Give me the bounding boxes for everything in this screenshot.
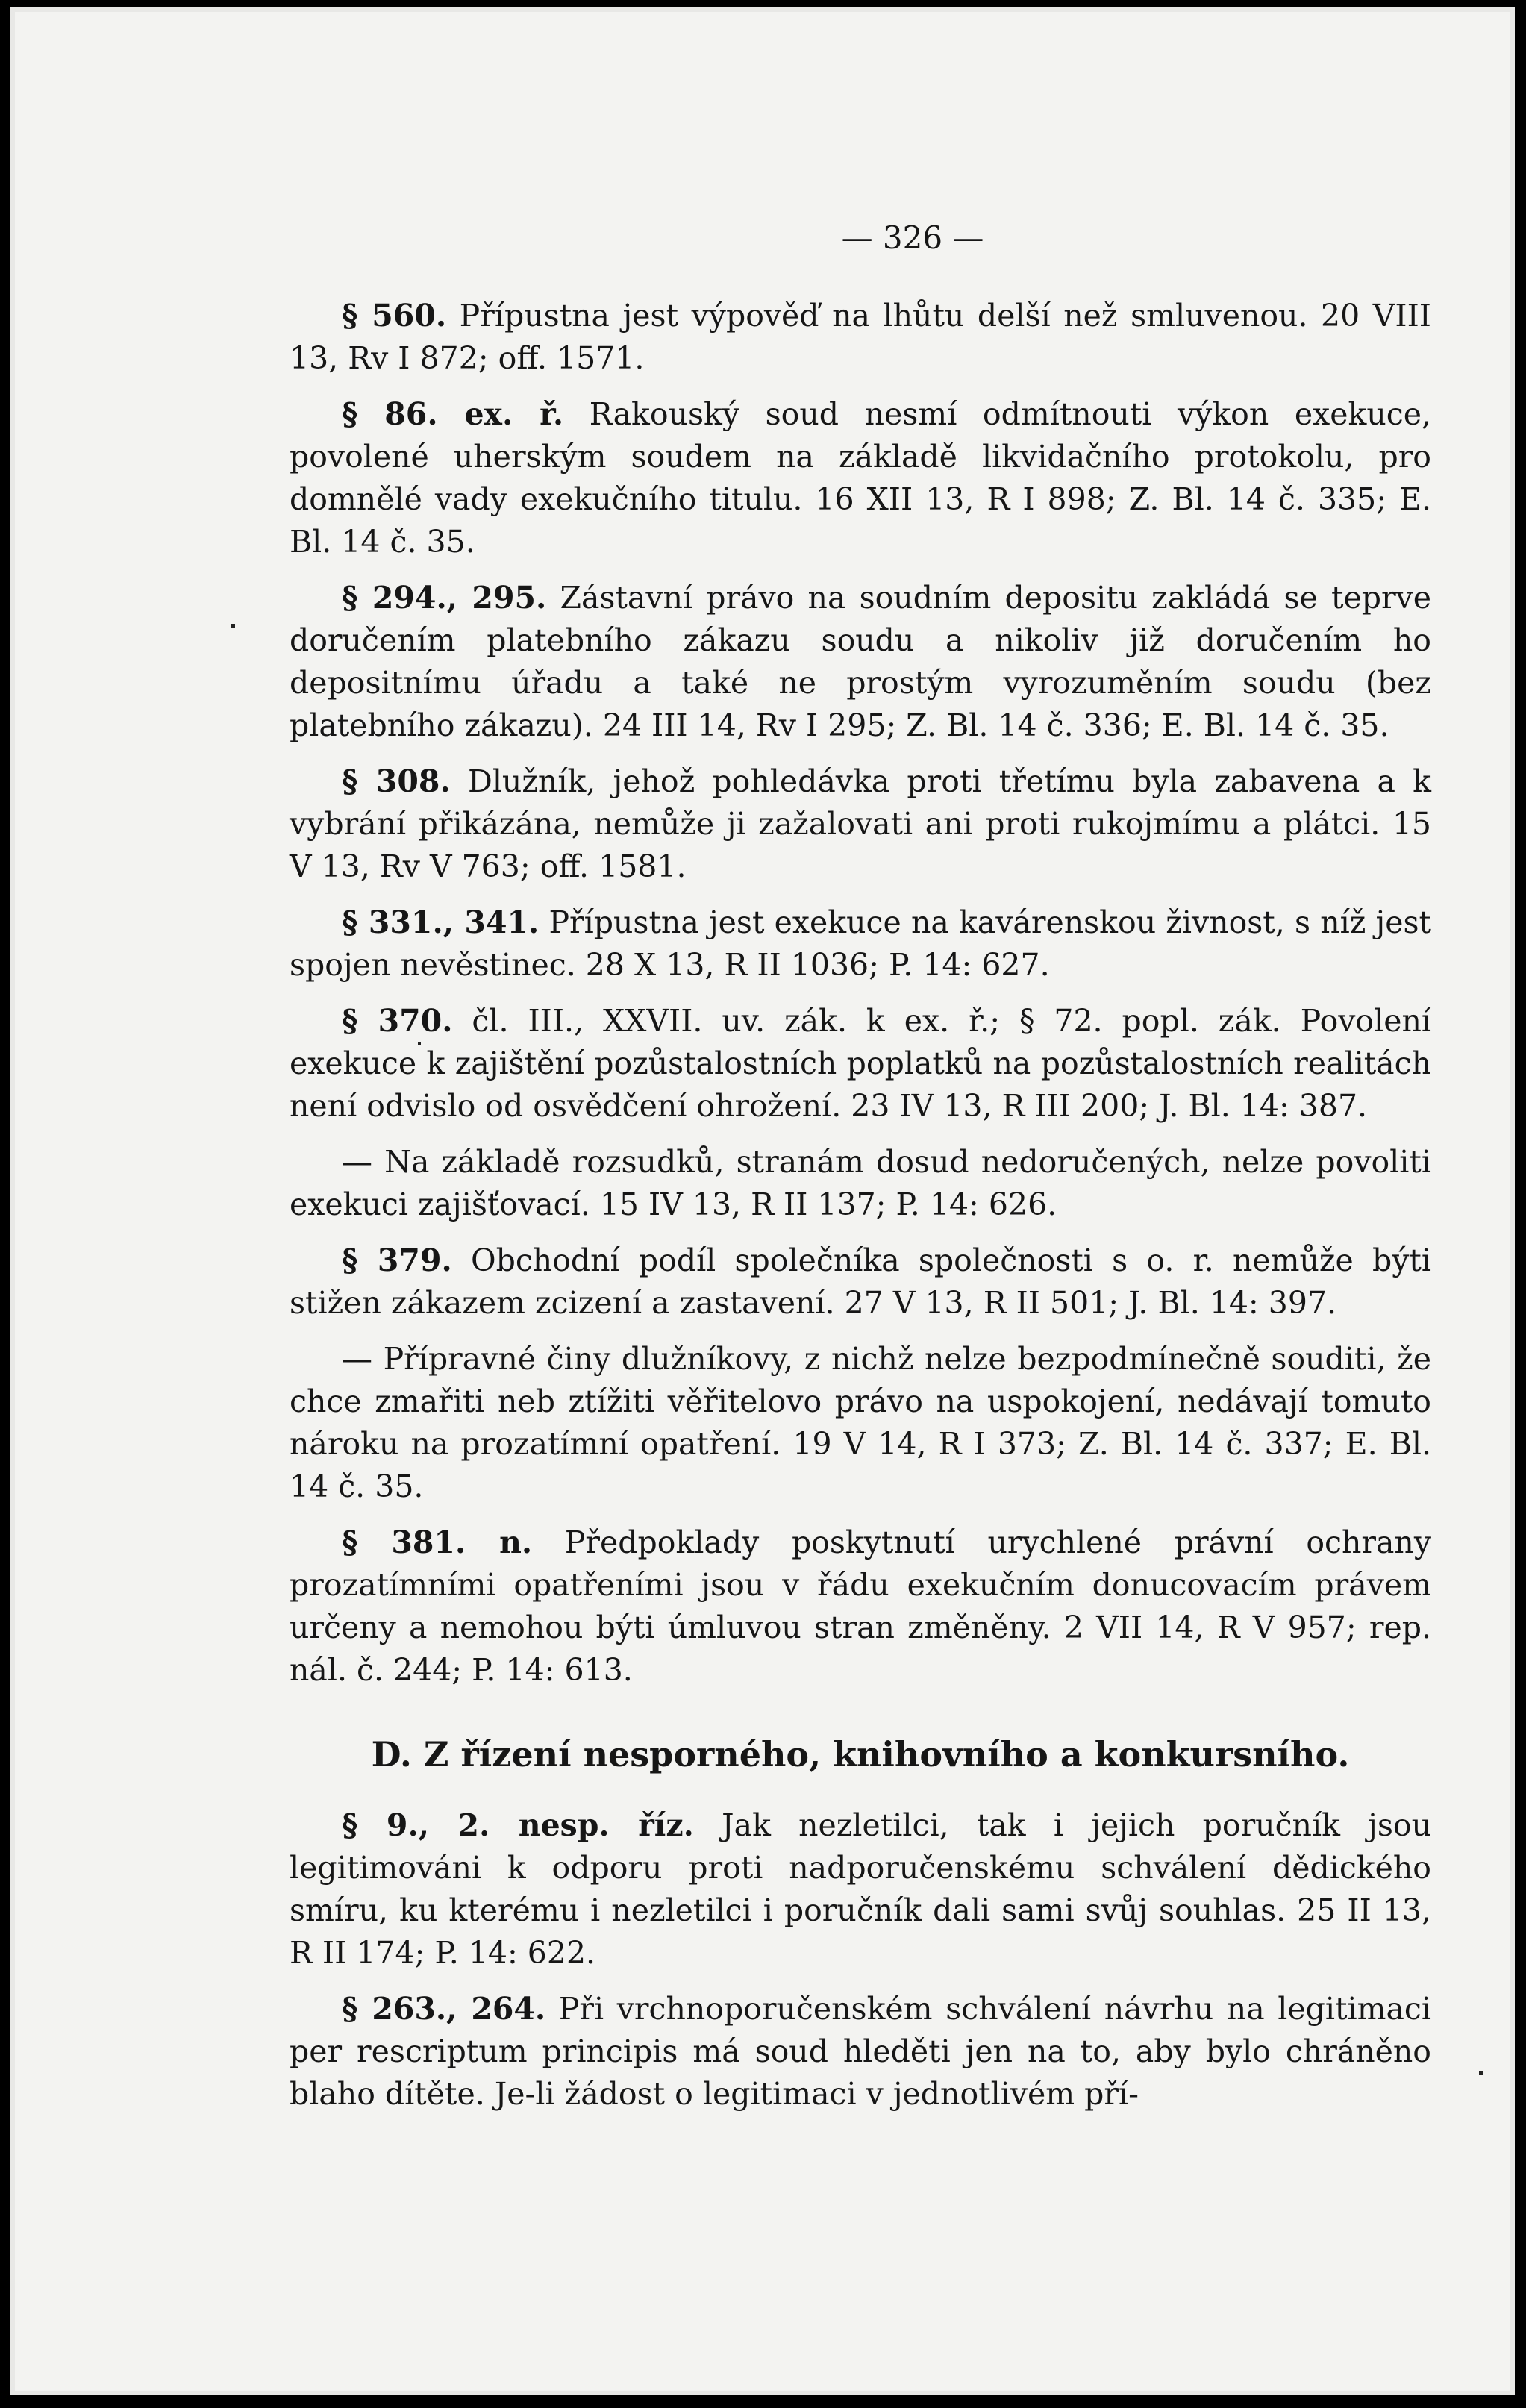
scan-speck <box>1479 2071 1483 2075</box>
scan-speck <box>231 624 235 628</box>
paragraph <box>290 1988 1431 2115</box>
paragraph-text: Přípustna jest výpověď na lhůtu delší než smluvenou. 20 VIII 13, Rv I 872; off. 1571. <box>290 298 1431 376</box>
paragraph <box>290 1338 1431 1508</box>
paragraph-text: Jak nezletilci, tak i jejich poručník jsou legitimováni k odporu proti nadporučenskému schválení dědického smíru, ku kterému i nezletilci i poručník dali sami svůj souhlas. 25 II 13, R II 174; P. 14: 622. <box>290 1807 1431 1971</box>
paragraph <box>290 1000 1431 1128</box>
paragraph-text: Předpoklady poskytnutí urychlené právní ochrany prozatímními opatřeními jsou v řádu exekučním donucovacím právem určeny a nemohou býti úmluvou stran změněny. 2 VII 14, R V 957; rep. nál. č. 244; P. 14: 613. <box>290 1524 1431 1688</box>
paragraph-text: Zástavní právo na soudním depositu zakládá se teprve doručením platebního zákazu soudu a nikoliv již doručením ho depositnímu úřadu a také ne prostým vyrozuměním soudu (bez platebního zákazu). 24 III 14, Rv I 295; Z. Bl. 14 č. 336; E. Bl. 14 č. 35. <box>290 580 1431 743</box>
section-ref: § 560. <box>342 298 447 334</box>
section-ref: § 331., 341. <box>342 904 540 940</box>
paragraph <box>290 901 1431 986</box>
section-ref: § 9., 2. nesp. říz. <box>342 1807 694 1843</box>
paragraph <box>290 760 1431 888</box>
section-ref: § 379. <box>342 1242 452 1278</box>
section-ref: § 370. <box>342 1003 453 1039</box>
section-ref: § 294., 295. <box>342 580 547 616</box>
paragraph <box>290 295 1431 380</box>
paragraph-text: Dlužník, jehož pohledávka proti třetímu byla zabavena a k vybrání přikázána, nemůže ji zažalovati ani proti rukojmímu a plátci. 15 V 13, Rv V 763; off. 1581. <box>290 763 1432 884</box>
section-ref: § 263., 264. <box>342 1991 546 2027</box>
paragraph-text: Rakouský soud nesmí odmítnouti výkon exekuce, povolené uherským soudem na základě likvidačního protokolu, pro domnělé vady exekučního titulu. 16 XII 13, R I 898; Z. Bl. 14 č. 335; E. Bl. 14 č. 35. <box>290 396 1431 560</box>
paragraph <box>290 393 1431 563</box>
section-ref: § 308. <box>342 763 451 799</box>
paragraph-text: Při vrchnoporučenském schválení návrhu na legitimaci per rescriptum principis má soud hleděti jen na to, aby bylo chráněno blaho dítěte. Je-li žádost o legitimaci v jednotlivém pří- <box>290 1991 1431 2112</box>
paragraph <box>290 1239 1431 1325</box>
paragraph <box>290 1522 1431 1692</box>
paragraph-text: — Přípravné činy dlužníkovy, z nichž nelze bezpodmínečně souditi, že chce zmařiti neb ztížiti věřitelovo právo na uspokojení, nedávají tomuto nároku na prozatímní opatření. 19 V 14, R I 373; Z. Bl. 14 č. 337; E. Bl. 14 č. 35. <box>290 1341 1431 1504</box>
paragraph-text: Přípustna jest exekuce na kavárenskou živnost, s níž jest spojen nevěstinec. 28 X 13, R II 1036; P. 14: 627. <box>290 904 1431 983</box>
paragraph <box>290 577 1431 747</box>
paragraph-text: Obchodní podíl společníka společnosti s o. r. nemůže býti stižen zákazem zcizení a zastavení. 27 V 13, R II 501; J. Bl. 14: 397. <box>290 1242 1431 1321</box>
document-page <box>290 216 1431 2129</box>
paragraph-text: čl. III., XXVII. uv. zák. k ex. ř.; § 72. popl. zák. Povolení exekuce k zajištění pozůstalostních poplatků na pozůstalostních realitách není odvislo od osvědčení ohrožení. 23 IV 13, R III 200; J. Bl. 14: 387. <box>290 1003 1431 1124</box>
section-ref: § 86. ex. ř. <box>342 396 564 432</box>
section-heading: D. Z řízení nesporného, knihovního a konkursního. <box>371 1734 1350 1774</box>
paragraph-text: — Na základě rozsudků, stranám dosud nedoručených, nelze povoliti exekuci zajišťovací. 15 IV 13, R II 137; P. 14: 626. <box>290 1144 1431 1222</box>
paragraph <box>290 1804 1431 1974</box>
section-ref: § 381. n. <box>342 1524 533 1560</box>
paragraph <box>290 1141 1431 1226</box>
page-number: — 326 — <box>841 219 984 256</box>
